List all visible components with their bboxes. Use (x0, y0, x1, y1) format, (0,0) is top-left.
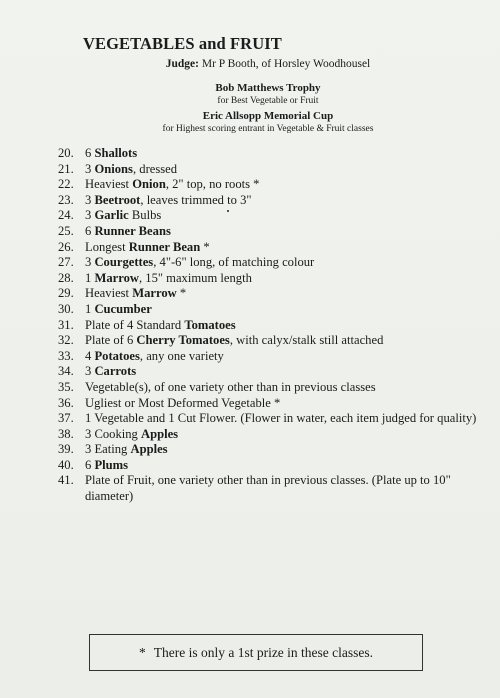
class-item-text: Plate of 6 (85, 333, 137, 348)
class-item-keyword: Onions (94, 161, 133, 176)
trophy-description: for Best Vegetable or Fruit (217, 96, 319, 106)
asterisk-icon: * (138, 644, 146, 660)
class-item-text: 3 Eating (85, 442, 131, 457)
judge-name: Mr P Booth, of Horsley Woodhousel (201, 58, 371, 70)
class-item-text: , with calyx/stalk still attached (229, 333, 384, 348)
footnote-text: There is only a 1st prize in these classes. (153, 644, 374, 660)
class-number: 22. (58, 177, 74, 192)
class-item-keyword: Courgettes (94, 255, 154, 270)
class-item-keyword: Carrots (94, 364, 137, 379)
class-number: 29. (58, 286, 74, 301)
class-item-keyword: Marrow (132, 286, 177, 301)
class-item-text: Plate of Fruit, one variety other than in previous classes. (Plate up to 10" diameter) (85, 473, 451, 504)
class-item-text: , dressed (132, 161, 178, 176)
class-item-text: 3 (85, 161, 95, 176)
class-item-text: 1 Vegetable and 1 Cut Flower. (Flower in water, each item judged for quality) (85, 411, 477, 426)
class-number: 36. (58, 395, 74, 410)
class-item-keyword: Plums (94, 457, 129, 472)
class-item-text: * (176, 286, 187, 301)
class-item-text: 3 (85, 192, 95, 207)
class-item-text: 6 (85, 223, 95, 238)
class-number: 28. (58, 270, 74, 285)
class-number: 34. (58, 364, 74, 379)
class-item-keyword: Cucumber (94, 301, 152, 316)
class-number: 20. (58, 146, 74, 160)
class-item-text: 6 (85, 457, 95, 472)
class-item-text: 1 (85, 270, 95, 285)
class-number: 38. (58, 426, 74, 441)
class-item (58, 193, 478, 209)
class-item-text: Vegetable(s), of one variety other than in previous classes (85, 379, 376, 394)
class-item-text: 4 (85, 348, 95, 363)
class-item (58, 286, 478, 302)
class-item-text: 3 (85, 364, 95, 379)
class-item-text: 3 Cooking (85, 426, 141, 441)
class-item-text: , any one variety (139, 348, 224, 363)
class-item (58, 318, 478, 334)
class-item (58, 458, 478, 474)
class-item-keyword: Cherry Tomatoes (136, 333, 230, 348)
class-item (58, 177, 478, 193)
class-number: 35. (58, 379, 74, 394)
class-item-text: , 2" top, no roots * (165, 177, 260, 192)
class-item-keyword: Shallots (94, 146, 138, 160)
class-item-keyword: Apples (130, 442, 168, 457)
class-number: 27. (58, 255, 74, 270)
class-item-text: , 4"-6" long, of matching colour (153, 255, 315, 270)
class-item (58, 380, 478, 396)
trophy-name: Bob Matthews Trophy (215, 82, 321, 94)
class-item (58, 302, 478, 318)
class-item-text: Plate of 4 Standard (85, 317, 185, 332)
class-item (58, 333, 478, 349)
class-item (58, 473, 478, 504)
judge-label: Judge: (165, 58, 199, 70)
class-item-text: , 15" maximum length (138, 270, 252, 285)
class-list (58, 146, 478, 505)
class-item-keyword: Marrow (94, 270, 139, 285)
class-number: 40. (58, 457, 74, 472)
class-item (58, 411, 478, 427)
class-item-text: 1 (85, 301, 95, 316)
class-item (58, 146, 478, 162)
class-item-keyword: Apples (140, 426, 179, 441)
section-title: VEGETABLES and FRUIT (83, 34, 282, 53)
class-item (58, 224, 478, 240)
class-item (58, 240, 478, 256)
class-item (58, 271, 478, 287)
class-item-text: 3 (85, 208, 95, 223)
class-number: 39. (58, 442, 74, 457)
class-item (58, 396, 478, 412)
class-item-text: Bulbs (128, 208, 162, 223)
class-item (58, 255, 478, 271)
class-item-keyword: Garlic (94, 208, 129, 223)
class-item-text: Longest (85, 239, 129, 254)
class-item (58, 364, 478, 380)
class-item-keyword: Potatoes (94, 348, 140, 363)
class-item-text: 6 (85, 146, 95, 160)
class-item (58, 442, 478, 458)
class-number: 21. (58, 161, 74, 176)
class-item-keyword: Onion (132, 177, 166, 192)
stray-mark (227, 210, 229, 212)
class-number: 31. (58, 317, 74, 332)
class-item-text: , leaves trimmed to 3" (140, 192, 252, 207)
trophy-description: for Highest scoring entrant in Vegetable & Fruit classes (162, 124, 374, 134)
class-number: 32. (58, 333, 74, 348)
trophy-name: Eric Allsopp Memorial Cup (202, 110, 334, 122)
class-item-keyword: Runner Beans (94, 223, 171, 238)
class-item-keyword: Runner Bean (128, 239, 201, 254)
class-item (58, 427, 478, 443)
class-number: 37. (58, 411, 74, 426)
class-number: 23. (58, 192, 74, 207)
class-number: 24. (58, 208, 74, 223)
class-number: 25. (58, 223, 74, 238)
class-item-text: 3 (85, 255, 95, 270)
class-item (58, 349, 478, 365)
class-item-keyword: Beetroot (94, 192, 141, 207)
footnote-box (89, 634, 423, 671)
judge-line (0, 58, 500, 70)
class-item-text: Ugliest or Most Deformed Vegetable * (85, 395, 281, 410)
class-number: 41. (58, 473, 74, 488)
class-number: 33. (58, 348, 74, 363)
class-item-text: Heaviest (85, 286, 133, 301)
class-number: 26. (58, 239, 74, 254)
class-item-text: * (200, 239, 210, 254)
class-item (58, 162, 478, 178)
class-number: 30. (58, 301, 74, 316)
class-item-text: Heaviest (85, 177, 133, 192)
class-item-keyword: Tomatoes (184, 317, 236, 332)
class-item (58, 208, 478, 224)
